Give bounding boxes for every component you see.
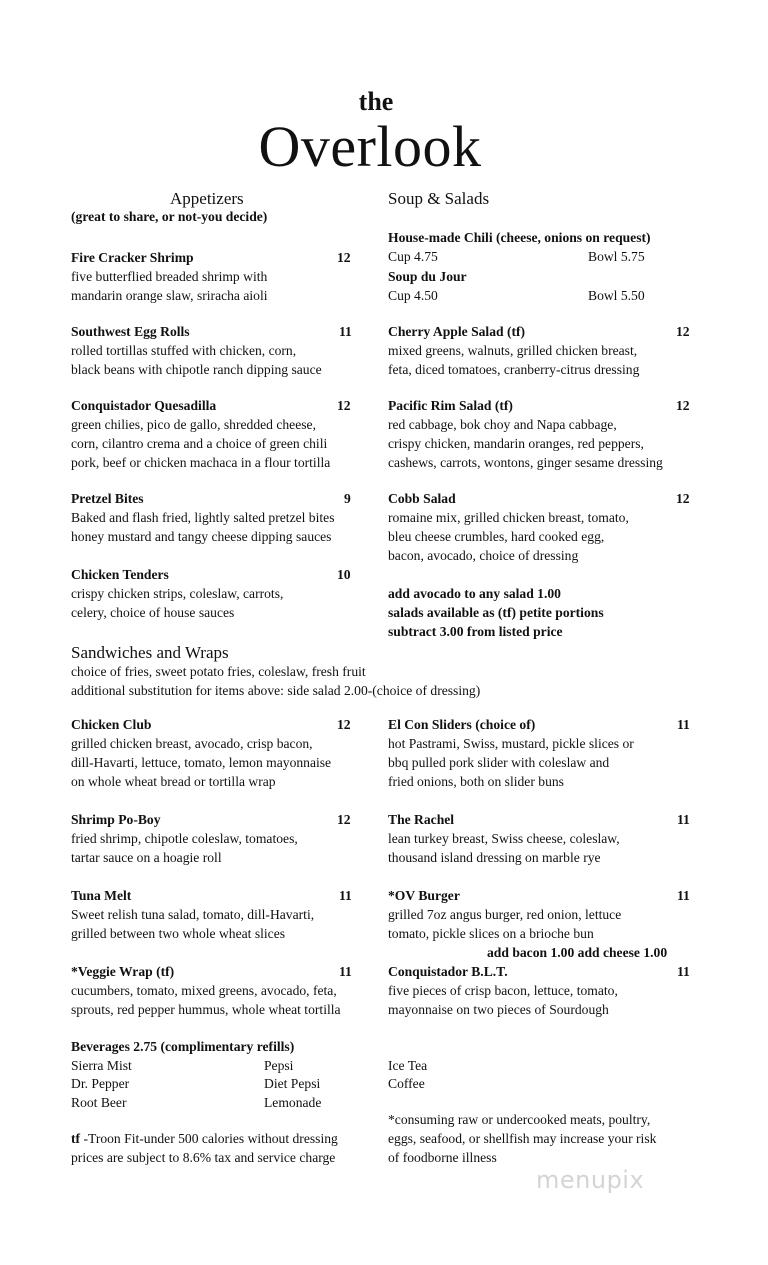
consumer-warning-line: eggs, seafood, or shellfish may increase your risk: [388, 1131, 657, 1146]
chili-name: House-made Chili (cheese, onions on request): [388, 230, 651, 245]
item-name: Pretzel Bites: [71, 491, 144, 506]
item-name: Tuna Melt: [71, 888, 132, 903]
item-desc-line: mandarin orange slaw, sriracha aioli: [71, 288, 268, 303]
beverage-item: Dr. Pepper: [71, 1076, 130, 1091]
item-price: 12: [337, 250, 351, 265]
item-desc-line: bleu cheese crumbles, hard cooked egg,: [388, 529, 605, 544]
item-desc-line: honey mustard and tangy cheese dipping sauces: [71, 529, 332, 544]
item-desc-line: fried onions, both on slider buns: [388, 774, 564, 789]
item-name: Cobb Salad: [388, 491, 456, 506]
beverage-item: Sierra Mist: [71, 1058, 132, 1073]
tf-text: -Troon Fit-under 500 calories without dressing: [80, 1131, 338, 1146]
beverage-item: Pepsi: [264, 1058, 294, 1073]
item-name: *Veggie Wrap (tf): [71, 964, 175, 979]
beverage-item: Coffee: [388, 1076, 425, 1091]
item-desc-line: tomato, pickle slices on a brioche bun: [388, 926, 594, 941]
item-desc-line: cucumbers, tomato, mixed greens, avocado, feta,: [71, 983, 337, 998]
item-desc-line: celery, choice of house sauces: [71, 605, 235, 620]
item-name: El Con Sliders (choice of): [388, 717, 536, 732]
item-price: 12: [337, 398, 351, 413]
beverage-item: Diet Pepsi: [264, 1076, 321, 1091]
item-desc-line: mayonnaise on two pieces of Sourdough: [388, 1002, 609, 1017]
item-desc-line: Sweet relish tuna salad, tomato, dill-Havarti,: [71, 907, 315, 922]
chili-bowl-price: Bowl 5.75: [588, 249, 645, 264]
restaurant-title: Overlook: [258, 114, 482, 179]
item-price: 9: [344, 491, 351, 506]
burger-addons: add bacon 1.00 add cheese 1.00: [487, 945, 668, 960]
salad-note: subtract 3.00 from listed price: [388, 624, 563, 639]
tax-note: prices are subject to 8.6% tax and service charge: [71, 1150, 336, 1165]
appetizers-heading: Appetizers: [170, 189, 244, 208]
item-desc-line: bbq pulled pork slider with coleslaw and: [388, 755, 610, 770]
item-desc-line: crispy chicken, mandarin oranges, red peppers,: [388, 436, 644, 451]
item-desc-line: grilled between two whole wheat slices: [71, 926, 286, 941]
item-desc-line: thousand island dressing on marble rye: [388, 850, 601, 865]
beverage-item: Root Beer: [71, 1095, 127, 1110]
item-desc-line: five butterflied breaded shrimp with: [71, 269, 268, 284]
item-price: 12: [337, 812, 351, 827]
salad-note: add avocado to any salad 1.00: [388, 586, 561, 601]
item-desc-line: bacon, avocado, choice of dressing: [388, 548, 579, 563]
item-desc-line: crispy chicken strips, coleslaw, carrots,: [71, 586, 284, 601]
item-desc-line: lean turkey breast, Swiss cheese, coleslaw,: [388, 831, 620, 846]
item-desc-line: red cabbage, bok choy and Napa cabbage,: [388, 417, 617, 432]
item-price: 11: [677, 717, 690, 732]
item-price: 12: [676, 398, 690, 413]
item-name: Fire Cracker Shrimp: [71, 250, 194, 265]
sandwiches-substitution: additional substitution for items above: side salad 2.00-(choice of dressing): [71, 683, 481, 698]
item-price: 12: [676, 491, 690, 506]
tf-label: tf: [71, 1131, 81, 1146]
item-price: 12: [676, 324, 690, 339]
item-desc-line: pork, beef or chicken machaca in a flour tortilla: [71, 455, 331, 470]
item-desc-line: dill-Havarti, lettuce, tomato, lemon mayonnaise: [71, 755, 332, 770]
soup-salads-heading: Soup & Salads: [388, 189, 490, 208]
item-desc-line: mixed greens, walnuts, grilled chicken breast,: [388, 343, 638, 358]
item-desc-line: grilled 7oz angus burger, red onion, lettuce: [388, 907, 622, 922]
item-name: *OV Burger: [388, 888, 460, 903]
item-name: The Rachel: [388, 812, 455, 827]
consumer-warning-line: of foodborne illness: [388, 1150, 497, 1165]
sandwiches-heading: Sandwiches and Wraps: [71, 643, 229, 662]
menupix-watermark: menupix: [536, 1166, 645, 1194]
item-desc-line: cashews, carrots, wontons, ginger sesame dressing: [388, 455, 663, 470]
sandwiches-sides: choice of fries, sweet potato fries, coleslaw, fresh fruit: [71, 664, 366, 679]
beverages-heading: Beverages 2.75 (complimentary refills): [71, 1039, 295, 1054]
beverage-item: Lemonade: [264, 1095, 322, 1110]
beverage-item: Ice Tea: [388, 1058, 428, 1073]
appetizers-subtitle: (great to share, or not-you decide): [71, 209, 268, 224]
item-desc-line: romaine mix, grilled chicken breast, tomato,: [388, 510, 629, 525]
soup-du-jour-name: Soup du Jour: [388, 269, 467, 284]
item-desc-line: hot Pastrami, Swiss, mustard, pickle slices or: [388, 736, 634, 751]
item-price: 10: [337, 567, 351, 582]
troon-fit-note: [71, 1129, 338, 1148]
item-name: Pacific Rim Salad (tf): [388, 398, 513, 413]
consumer-warning-line: *consuming raw or undercooked meats, poultry,: [388, 1112, 651, 1127]
item-desc-line: corn, cilantro crema and a choice of green chili: [71, 436, 328, 451]
item-desc-line: five pieces of crisp bacon, lettuce, tomato,: [388, 983, 618, 998]
item-name: Chicken Tenders: [71, 567, 169, 582]
item-price: 11: [677, 888, 690, 903]
item-name: Southwest Egg Rolls: [71, 324, 190, 339]
item-desc-line: Baked and flash fried, lightly salted pretzel bites: [71, 510, 335, 525]
item-desc-line: tartar sauce on a hoagie roll: [71, 850, 222, 865]
item-desc-line: sprouts, red pepper hummus, whole wheat tortilla: [71, 1002, 341, 1017]
item-price: 11: [339, 888, 352, 903]
chili-cup-price: Cup 4.75: [388, 249, 438, 264]
item-name: Chicken Club: [71, 717, 152, 732]
item-desc-line: rolled tortillas stuffed with chicken, corn,: [71, 343, 297, 358]
soup-cup-price: Cup 4.50: [388, 288, 438, 303]
item-desc-line: feta, diced tomatoes, cranberry-citrus dressing: [388, 362, 640, 377]
item-price: 11: [677, 812, 690, 827]
item-desc-line: fried shrimp, chipotle coleslaw, tomatoes,: [71, 831, 298, 846]
item-desc-line: grilled chicken breast, avocado, crisp bacon,: [71, 736, 313, 751]
item-price: 12: [337, 717, 351, 732]
item-price: 11: [677, 964, 690, 979]
item-desc-line: green chilies, pico de gallo, shredded cheese,: [71, 417, 316, 432]
header-the: the: [358, 87, 394, 116]
item-desc-line: on whole wheat bread or tortilla wrap: [71, 774, 276, 789]
salad-note: salads available as (tf) petite portions: [388, 605, 604, 620]
item-price: 11: [339, 324, 352, 339]
item-name: Shrimp Po-Boy: [71, 812, 161, 827]
soup-bowl-price: Bowl 5.50: [588, 288, 645, 303]
item-desc-line: black beans with chipotle ranch dipping sauce: [71, 362, 322, 377]
item-name: Conquistador B.L.T.: [388, 964, 508, 979]
item-name: Cherry Apple Salad (tf): [388, 324, 526, 339]
item-name: Conquistador Quesadilla: [71, 398, 217, 413]
item-price: 11: [339, 964, 352, 979]
